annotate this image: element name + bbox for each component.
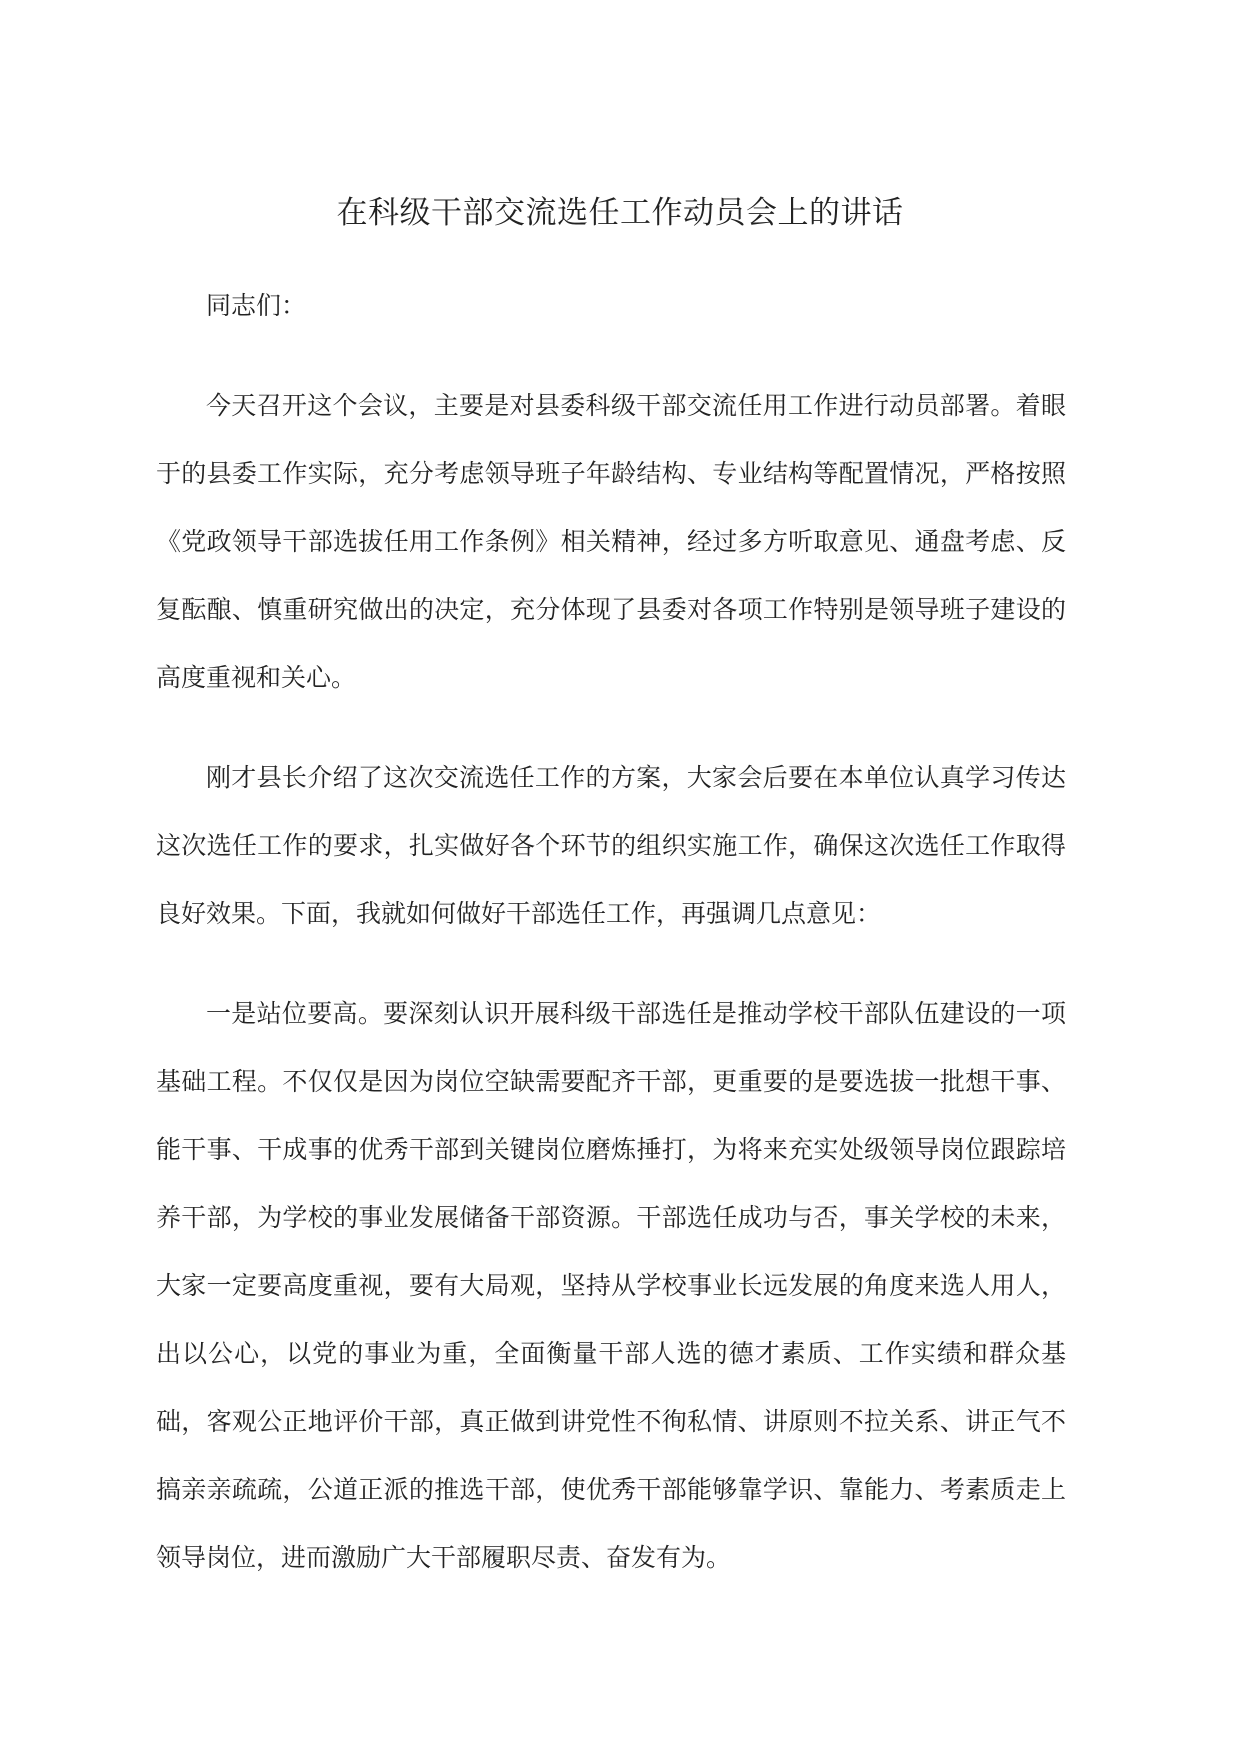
paragraph-point-one: 一是站位要高。要深刻认识开展科级干部选任是推动学校干部队伍建设的一项基础工程。不仅仅是因为岗位空缺需要配齐干部，更重要的是要选拔一批想干事、能干事、干成事的优秀干部到关键岗位磨炼捶打，为将来充实处级领导岗位跟踪培养干部，为学校的事业发展储备干部资源。干部选任成功与否，事关学校的未来，大家一定要高度重视，要有大局观，坚持从学校事业长远发展的角度来选人用人，出以公心，以党的事业为重，全面衡量干部人选的德才素质、工作实绩和群众基础，客观公正地评价干部，真正做到讲党性不徇私情、讲原则不拉关系、讲正气不搞亲亲疏疏，公道正派的推选干部，使优秀干部能够靠学识、靠能力、考素质走上领导岗位，进而激励广大干部履职尽责、奋发有为。 (156, 999, 1066, 1572)
document-body (156, 272, 1066, 1624)
salutation: 同志们： (206, 291, 307, 320)
paragraph-transition: 刚才县长介绍了这次交流选任工作的方案，大家会后要在本单位认真学习传达这次选任工作的要求，扎实做好各个环节的组织实施工作，确保这次选任工作取得良好效果。下面，我就如何做好干部选任工作，再强调几点意见： (156, 763, 1066, 928)
document-title: 在科级干部交流选任工作动员会上的讲话 (336, 195, 904, 231)
paragraph-opening: 今天召开这个会议，主要是对县委科级干部交流任用工作进行动员部署。着眼于的县委工作实际，充分考虑领导班子年龄结构、专业结构等配置情况，严格按照《党政领导干部选拔任用工作条例》相关精神，经过多方听取意见、通盘考虑、反复酝酿、慎重研究做出的决定，充分体现了县委对各项工作特别是领导班子建设的高度重视和关心。 (156, 391, 1066, 692)
